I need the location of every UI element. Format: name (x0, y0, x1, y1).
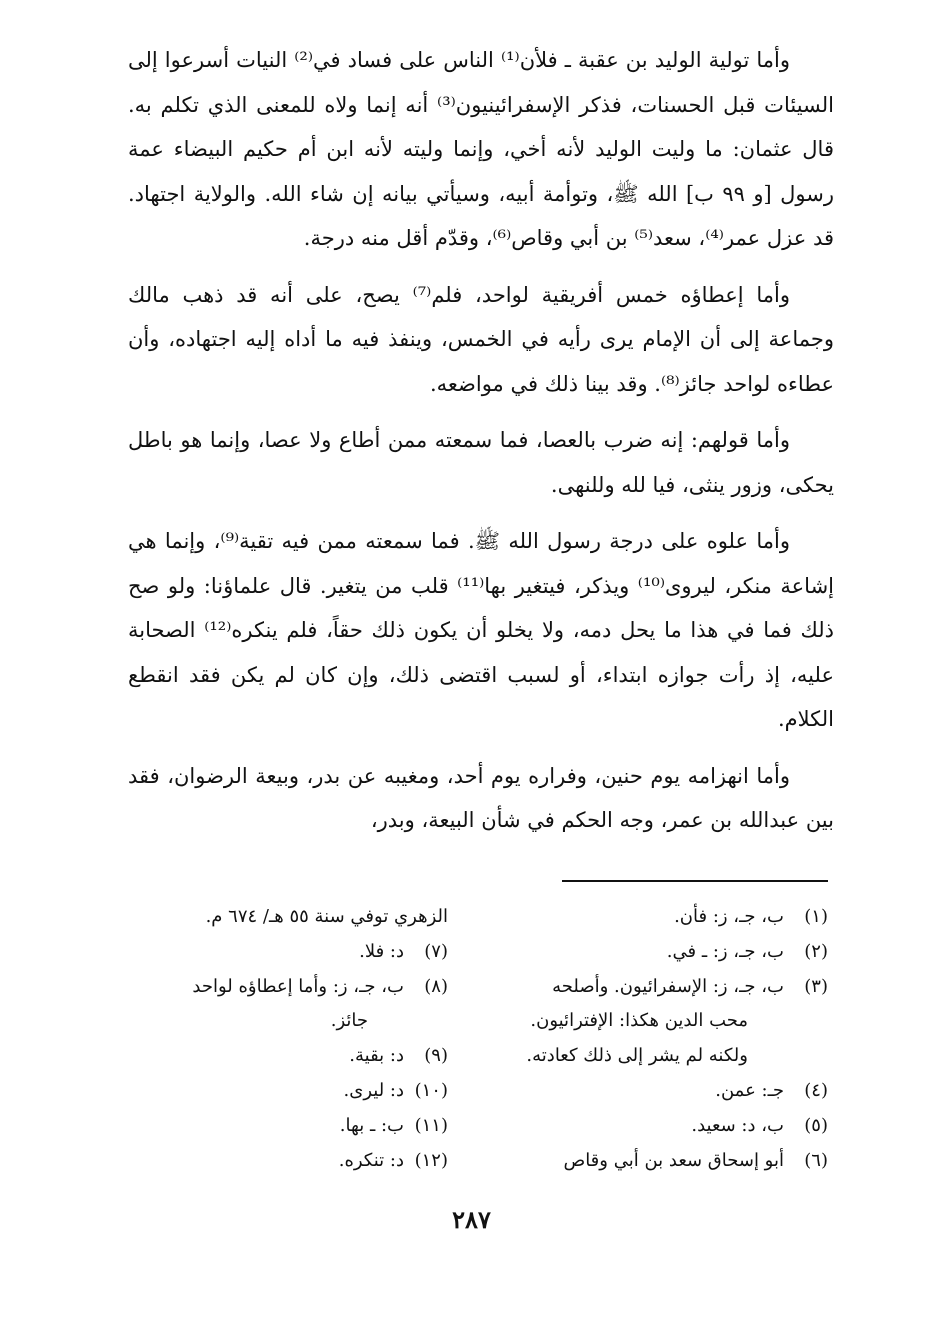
footnote: (٨) ب، جـ، ز: وأما إعطاؤه لواحد (192, 975, 448, 997)
footnote: (٥) ب، د: سعيد. (691, 1114, 828, 1136)
footnote-divider (562, 880, 828, 882)
footnotes-left-column (128, 900, 448, 1178)
paragraph: وأما قولهم: إنه ضرب بالعصا، فما سمعته ممن أطاع ولا عصا، وإنما هو باطل يحكى، وزور ينثى، فيا لله وللنهى. (128, 428, 834, 497)
page-number: ٢٨٧ (452, 1205, 491, 1234)
footnote-continuation: ولكنه لم يشر إلى ذلك كعادته. (526, 1045, 748, 1067)
footnote-continuation: محب الدين هكذا: الإفترائيون. (530, 1010, 748, 1032)
paragraph: وأما تولية الوليد بن عقبة ـ فلأن⁽¹⁾ الناس على فساد في⁽²⁾ النيات أسرعوا إلى السيئات قبل الحسنات، فذكر الإسفرائينيون⁽³⁾ أنه إنما ولاه للمعنى الذي تكلم به. قال عثمان: ما وليت الوليد لأنه أخي، وإنما وليته لأنه ابن أم حكيم البيضاء عمة رسول [و ٩٩ ب] الله ﷺ، وتوأمة أبيه، وسيأتي بيانه إن شاء الله. والولاية اجتهاد. قد عزل عمر⁽⁴⁾، سعد⁽⁵⁾ بن أبي وقاص⁽⁶⁾، وقدّم أقل منه درجة. (128, 48, 834, 250)
footnotes-right-column (488, 900, 828, 1178)
footnote: (١٠) د: ليرى. (343, 1079, 448, 1101)
footnote-continuation: جائز. (330, 1010, 368, 1032)
footnote: (٢) ب، جـ، ز: ـ في. (666, 940, 828, 962)
footnote-continuation: الزهري توفي سنة ٥٥ هـ/ ٦٧٤ م. (205, 906, 448, 927)
footnote: (١١) ب: ـ بها. (339, 1114, 448, 1136)
footnote: (٩) د: بقية. (349, 1045, 448, 1067)
footnote: (٤) جـ: عمن. (715, 1079, 828, 1101)
footnote: (٣) ب، جـ، ز: الإسفرائيون. وأصلحه (552, 975, 828, 997)
main-text (128, 38, 834, 855)
paragraph: وأما إعطاؤه خمس أفريقية لواحد، فلم⁽⁷⁾ يصح، على أنه قد ذهب مالك وجماعة إلى أن الإمام يرى رأيه في الخمس، وينفذ فيه ما أداه إليه اجتهاده، وأن عطاءه لواحد جائز⁽⁸⁾. وقد بينا ذلك في مواضعه. (128, 282, 834, 396)
footnote: (٦) أبو إسحاق سعد بن أبي وقاص (563, 1149, 828, 1171)
footnote: (٧) د: فلا. (359, 940, 448, 962)
paragraph: وأما علوه على درجة رسول الله ﷺ. فما سمعته ممن فيه تقية⁽⁹⁾، وإنما هي إشاعة منكر، ليروى⁽¹⁰⁾ ويذكر، فيتغير بها⁽¹¹⁾ قلب من يتغير. قال علماؤنا: ولو صح ذلك فما في هذا ما يحل دمه، ولا يخلو أن يكون ذلك حقاً، فلم ينكره⁽¹²⁾ الصحابة عليه، إذ رأت جوازه ابتداء، أو لسبب اقتضى ذلك، وإن كان لم يكن فقد انقطع الكلام. (128, 529, 835, 731)
footnote: (١٢) د: تنكره. (338, 1149, 448, 1171)
footnote: (١) ب، جـ، ز: فأن. (674, 906, 828, 927)
paragraph: وأما انهزامه يوم حنين، وفراره يوم أحد، ومغيبه عن بدر، وبيعة الرضوان، فقد بين عبدالله بن عمر، وجه الحكم في شأن البيعة، وبدر، (128, 763, 834, 832)
